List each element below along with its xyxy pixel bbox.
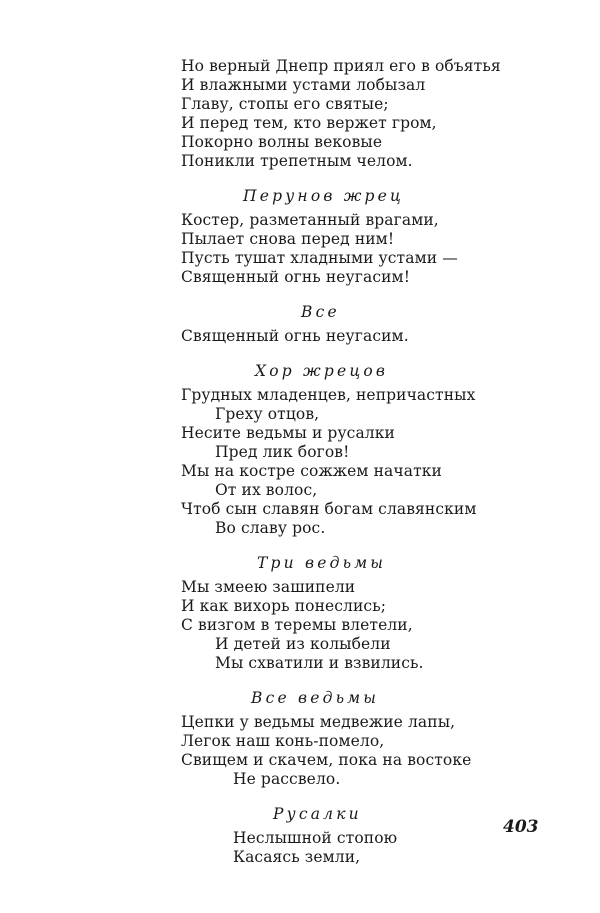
verse-line: Цепки у ведьмы медвежие лапы, [181,713,456,731]
speaker-heading: Все [301,303,340,321]
speaker-heading: Все ведьмы [251,689,380,707]
verse-line: Мы схватили и взвились. [215,654,424,672]
speaker-heading: Хор жрецов [255,362,389,380]
verse-line: И детей из колыбели [215,635,391,653]
stanza-three-witches [181,554,541,673]
verse-line: Священный огнь неугасим! [181,268,411,286]
verse-line: Свищем и скачем, пока на востоке [181,751,472,769]
verse-line: Неслышной стопою [233,829,398,847]
stanza-chorus-priests [181,362,541,538]
verse-line: Покорно волны вековые [181,133,383,151]
verse-line: Легок наш конь-помело, [181,732,385,750]
speaker-heading: Три ведьмы [257,554,387,572]
stanza-narrative [181,57,541,171]
verse-line: Пред лик богов! [215,443,350,461]
verse-line: И как вихорь понеслись; [181,597,387,615]
stanza-perun-priest [181,187,541,287]
verse-line: Греху отцов, [215,405,320,423]
verse-line: Главу, стопы его святые; [181,95,389,113]
verse-line: Пусть тушат хладными устами — [181,249,458,267]
verse-line: Священный огнь неугасим. [181,327,409,345]
stanza-all-witches [181,689,541,789]
verse-line: Костер, разметанный врагами, [181,211,439,229]
verse-line: Не рассвело. [233,770,341,788]
verse-line: С визгом в теремы влетели, [181,616,413,634]
speaker-heading: Перунов жрец [243,187,405,205]
verse-line: Пылает снова перед ним! [181,230,395,248]
verse-line: Мы змеею зашипели [181,578,356,596]
verse-line: От их волос, [215,481,318,499]
poem-text [181,57,541,867]
verse-line: Касаясь земли, [233,848,361,866]
stanza-all [181,303,541,346]
verse-line: Мы на костре сожжем начатки [181,462,442,480]
speaker-heading: Русалки [273,805,362,823]
verse-line: Несите ведьмы и русалки [181,424,395,442]
verse-line: Чтоб сын славян богам славянским [181,500,477,518]
page-number: 403 [503,817,539,837]
verse-line: И влажными устами лобызал [181,76,426,94]
verse-line: Во славу рос. [215,519,326,537]
verse-line: Поникли трепетным челом. [181,152,413,170]
stanza-rusalki [181,805,541,867]
verse-line: Грудных младенцев, непричастных [181,386,476,404]
verse-line: И перед тем, кто вержет гром, [181,114,437,132]
verse-line: Но верный Днепр приял его в объятья [181,57,501,75]
